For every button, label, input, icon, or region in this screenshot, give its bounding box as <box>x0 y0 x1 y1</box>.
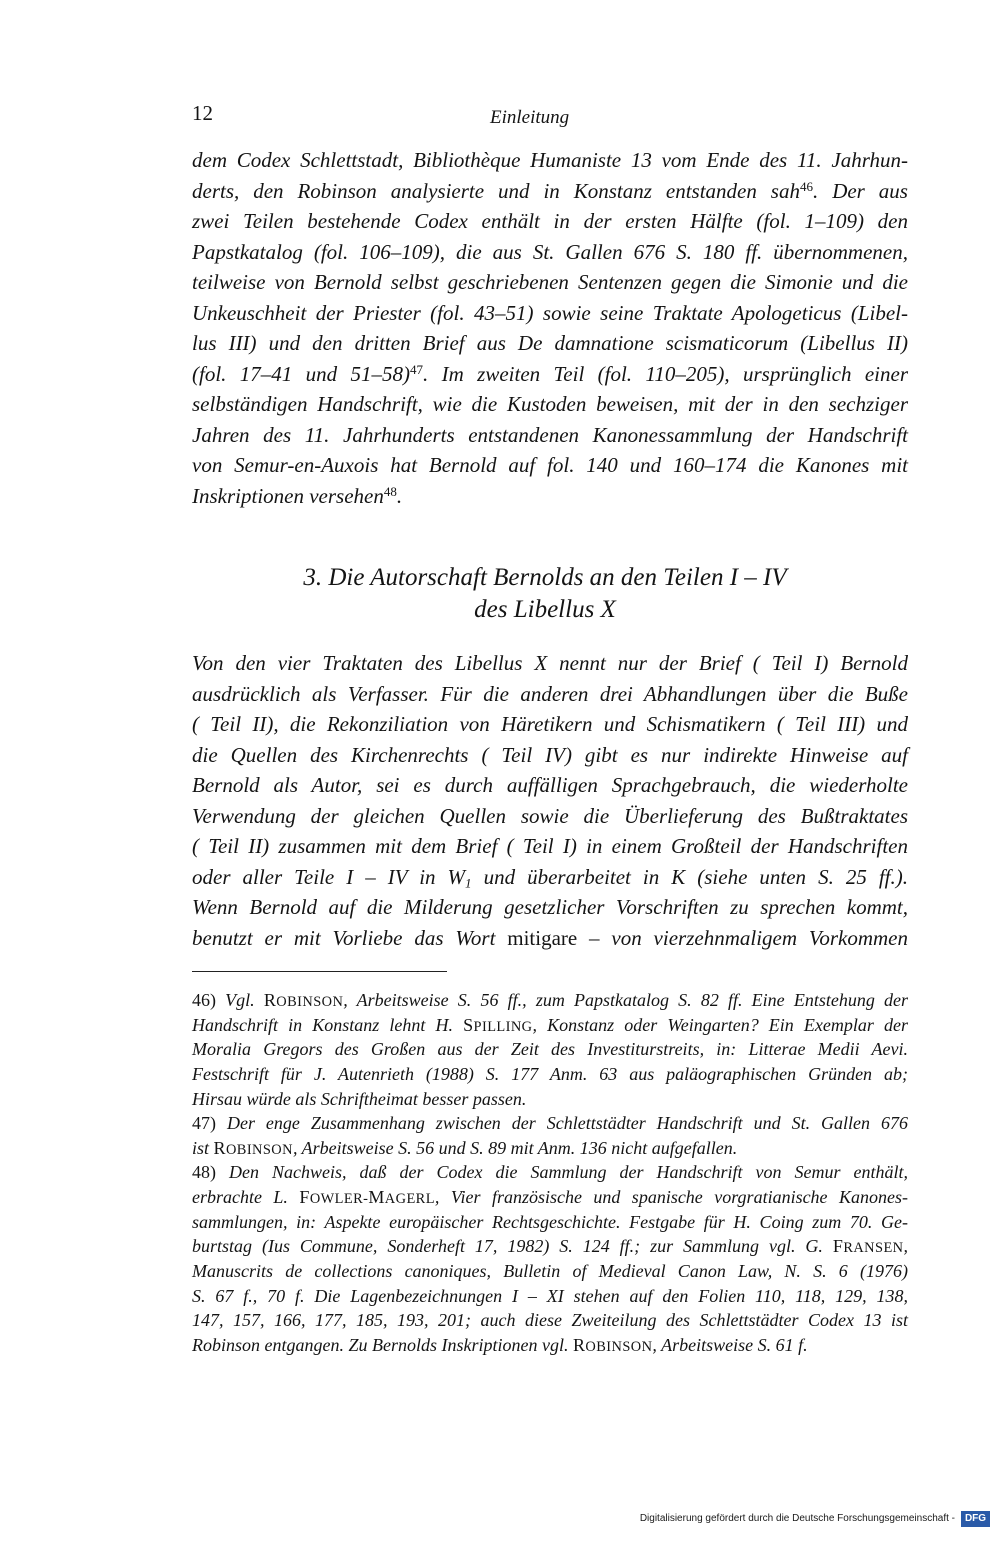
text-segment: ausdrücklich als Verfasser. Für die anderen drei Abhandlungen über die Buße <box>192 681 908 706</box>
footnote-number: 46) <box>192 990 216 1010</box>
text-line <box>192 1062 908 1087</box>
footnote-reference: 46 <box>799 178 813 194</box>
text-segment: (fol. 17–41 und 51–58) <box>192 361 411 386</box>
text-segment: ( Teil II), die Rekonziliation von Häretikern und Schismatikern ( Teil III) und <box>192 712 908 736</box>
text-segment: Den Nachweis, daß der Codex die Sammlung der Handschrift von Semur enthält, <box>216 1162 908 1183</box>
paragraph-2 <box>192 648 908 953</box>
page-number: 12 <box>192 101 213 125</box>
text-line <box>192 389 908 420</box>
text-line <box>192 1259 908 1284</box>
footnote-reference: 48 <box>383 483 397 499</box>
text-segment: selbständigen Handschrift, wie die Kustoden beweisen, mit der in den sechziger <box>192 392 908 416</box>
text-line <box>192 892 908 923</box>
author-name: ROBINSON <box>213 1137 293 1158</box>
text-segment: teilweise von Bernold selbst geschriebenen Sentenzen gegen die Simonie und die <box>192 270 908 294</box>
text-segment: , Arbeitsweise S. 56 und S. 89 mit Anm. 136 nicht aufgefallen. <box>292 1137 738 1158</box>
text-line <box>192 267 908 298</box>
running-title: Einleitung <box>490 107 570 128</box>
text-line <box>192 709 908 740</box>
text-line <box>192 1087 908 1112</box>
text-line <box>192 420 908 451</box>
author-name: FRANSEN <box>832 1236 904 1257</box>
footnote-46 <box>192 988 908 1111</box>
text-segment: derts, den Robinson analysierte und in Konstanz entstanden sah <box>192 178 800 203</box>
text-segment: , <box>903 1236 908 1257</box>
text-line <box>192 450 908 481</box>
text-line <box>192 679 908 710</box>
text-segment: Festschrift für J. Autenrieth (1988) S. 177 Anm. 63 aus paläographischen Gründen ab; <box>192 1063 908 1084</box>
text-segment: Von den vier Traktaten des Libellus X nennt nur der Brief ( Teil I) Bernold <box>192 651 908 675</box>
text-line <box>192 1333 908 1358</box>
text-line <box>192 1308 908 1333</box>
text-segment: Handschrift in Konstanz lehnt H. <box>192 1014 464 1035</box>
paragraph-1 <box>192 145 908 511</box>
text-line <box>192 481 908 512</box>
dfg-logo: DFG <box>961 1511 990 1527</box>
text-segment: Vgl. <box>216 990 264 1010</box>
text-line <box>192 740 908 771</box>
author-name: MAGERL <box>368 1187 435 1207</box>
text-segment: 147, 157, 166, 177, 185, 193, 201; auch diese Zweiteilung des Schlettstädter Codex 13 ist <box>192 1310 908 1331</box>
footnote-number: 48) <box>192 1162 216 1183</box>
footnote-reference: 47 <box>410 361 424 377</box>
text-segment: Wenn Bernold auf die Milderung gesetzlicher Vorschriften zu sprechen kommt, <box>192 895 908 919</box>
text-line <box>192 831 908 862</box>
text-segment: Der enge Zusammenhang zwischen der Schlettstädter Handschrift und St. Gallen 676 <box>216 1113 908 1134</box>
text-segment: , Arbeitsweise S. 61 f. <box>652 1334 808 1355</box>
text-segment: Jahren des 11. Jahrhunderts entstandenen Kanonessammlung der Handschrift <box>192 422 908 447</box>
text-segment: ist <box>192 1137 214 1158</box>
text-line <box>192 145 908 176</box>
text-line <box>192 237 908 268</box>
text-segment: . <box>396 483 403 508</box>
heading-line: des Libellus X <box>474 595 616 623</box>
footnote-separator <box>192 971 447 972</box>
text-segment: Inskriptionen versehen <box>192 483 384 508</box>
latin-term: mitigare <box>507 925 578 950</box>
text-segment: S. 67 f., 70 f. Die Lagenbezeichnungen I – XI stehen auf den Folien 110, 118, 129, 138, <box>192 1285 908 1306</box>
text-segment: , Vier französische und spanische vorgratianische Kanones- <box>434 1187 908 1207</box>
footnote-48 <box>192 1160 908 1357</box>
text-segment: lus III) und den dritten Brief aus De damnatione scismaticorum (Libellus II) <box>192 331 908 355</box>
text-segment: , Konstanz oder Weingarten? Ein Exemplar der <box>532 1014 908 1035</box>
author-name: ROBINSON <box>572 1334 653 1355</box>
text-segment: dem Codex Schlettstadt, Bibliothèque Humaniste 13 vom Ende des 11. Jahrhun- <box>192 148 908 172</box>
text-segment: oder aller Teile I – IV in W <box>192 864 466 889</box>
text-segment: Bernold als Autor, sei es durch auffälligen Sprachgebrauch, die wiederholte <box>192 773 908 797</box>
author-name: FOWLER- <box>299 1187 369 1207</box>
footnotes <box>192 988 908 1357</box>
text-segment: zwei Teilen bestehende Codex enthält in der ersten Hälfte (fol. 1–109) den <box>192 209 908 233</box>
text-line <box>192 206 908 237</box>
footnote-number: 47) <box>192 1113 216 1134</box>
text-segment: Manuscrits de collections canoniques, Bulletin of Medieval Canon Law, N. S. 6 (1976) <box>192 1260 908 1281</box>
text-line <box>192 1037 908 1062</box>
text-segment: . Im zweiten Teil (fol. 110–205), ursprünglich einer <box>423 361 908 386</box>
text-segment: Hirsau würde als Schriftheimat besser passen. <box>192 1088 527 1109</box>
footnote-47 <box>192 1111 908 1160</box>
text-segment: . Der aus <box>813 178 908 203</box>
text-segment: die Quellen des Kirchenrechts ( Teil IV) gibt es nur indirekte Hinweise auf <box>192 742 908 767</box>
text-segment: sammlungen, in: Aspekte europäischer Rechtsgeschichte. Festgabe für H. Coing zum 70. Ge- <box>192 1211 908 1232</box>
text-line <box>192 359 908 390</box>
text-segment: Verwendung der gleichen Quellen sowie die Überlieferung des Bußtraktates <box>192 803 908 828</box>
funding-note: Digitalisierung gefördert durch die Deutsche Forschungsgemeinschaft - <box>639 1513 955 1524</box>
author-name: ROBINSON <box>263 990 344 1010</box>
text-line <box>192 1013 908 1038</box>
text-line <box>192 1284 908 1309</box>
text-line <box>192 648 908 679</box>
author-name: SPILLING <box>463 1014 533 1035</box>
text-line <box>192 988 908 1013</box>
text-segment: Papstkatalog (fol. 106–109), die aus St. Gallen 676 S. 180 ff. übernommenen, <box>192 239 908 264</box>
text-line <box>192 298 908 329</box>
text-line <box>192 801 908 832</box>
text-segment: Robinson entgangen. Zu Bernolds Inskriptionen vgl. <box>192 1334 573 1355</box>
text-segment: Unkeuschheit der Priester (fol. 43–51) sowie seine Traktate Apologeticus (Libel- <box>192 300 908 325</box>
section-heading <box>187 562 903 625</box>
text-line <box>192 770 908 801</box>
text-line <box>192 1111 908 1136</box>
text-segment: benutzt er mit Vorliebe das Wort <box>192 925 508 950</box>
heading-line: 3. Die Autorschaft Bernolds an den Teilen I – IV <box>303 564 787 591</box>
text-line <box>192 862 908 893</box>
text-line <box>192 1136 908 1161</box>
text-segment: ( Teil II) zusammen mit dem Brief ( Teil I) in einem Großteil der Handschriften <box>192 834 908 858</box>
text-segment: – von vierzehnmaligem Vorkommen <box>577 925 908 950</box>
text-segment: burtstag (Ius Commune, Sonderheft 17, 1982) S. 124 ff.; zur Sammlung vgl. G. <box>192 1236 833 1257</box>
text-segment: erbrachte L. <box>192 1187 300 1207</box>
text-line <box>192 1160 908 1185</box>
text-line <box>192 1234 908 1259</box>
subscript: 1 <box>465 874 472 890</box>
text-line <box>192 176 908 207</box>
text-line <box>192 1210 908 1235</box>
text-line <box>192 328 908 359</box>
text-segment: und überarbeitet in K (siehe unten S. 25 ff.). <box>471 864 908 889</box>
text-segment: , Arbeitsweise S. 56 ff., zum Papstkatalog S. 82 ff. Eine Entstehung der <box>343 990 908 1010</box>
text-segment: Moralia Gregors des Großen aus der Zeit des Investiturstreits, in: Litterae Medii Aevi. <box>192 1039 908 1060</box>
text-line <box>192 1185 908 1210</box>
text-line <box>192 923 908 954</box>
text-segment: von Semur-en-Auxois hat Bernold auf fol. 140 und 160–174 die Kanones mit <box>192 453 908 477</box>
